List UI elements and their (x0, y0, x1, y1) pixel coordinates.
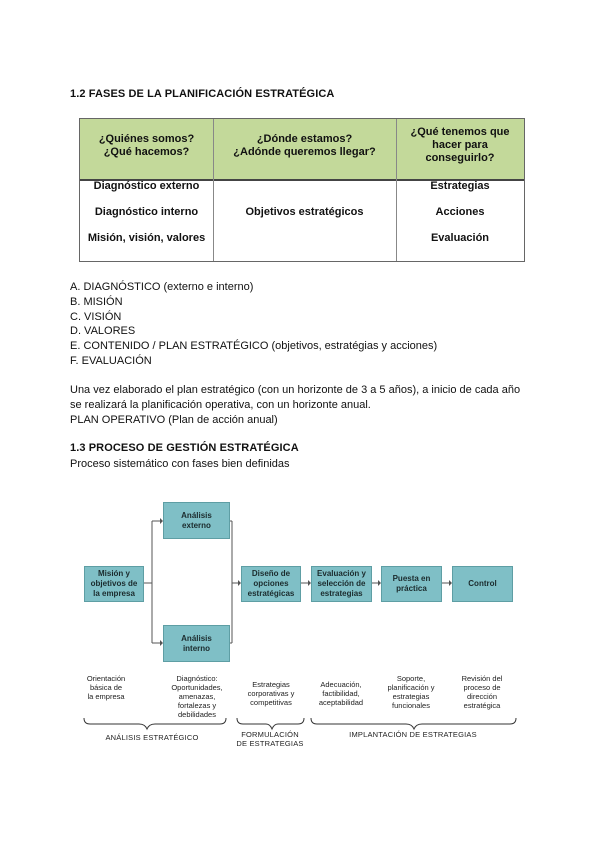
section-subtitle: Proceso sistemático con fases bien definidas (70, 458, 290, 470)
cell-objetivos: Objetivos estratégicos (245, 206, 364, 218)
cell-evaluacion: Evaluación (430, 232, 490, 244)
paragraph-line: Una vez elaborado el plan estratégico (con un horizonte de 3 a 5 años), a inicio de cada año (70, 384, 521, 396)
box-puesta-en-practica: Puesta en práctica (381, 566, 442, 602)
phase-implantacion: IMPLANTACIÓN DE ESTRATEGIAS (349, 730, 477, 739)
note-orientacion: Orientación básica de la empresa (86, 674, 126, 701)
section-title-proceso: 1.3 PROCESO DE GESTIÓN ESTRATÉGICA (70, 442, 299, 454)
note-soporte: Soporte, planificación y estrategias funcionales (387, 674, 435, 710)
box-control: Control (452, 566, 513, 602)
list-item: E. CONTENIDO / PLAN ESTRATÉGICO (objetivos, estratégias y acciones) (70, 340, 438, 352)
note-diagnostico: Diagnóstico: Oportunidades, amenazas, fortalezas y debilidades (171, 674, 223, 719)
note-estrategias: Estrategias corporativas y competitivas (247, 680, 295, 707)
phase-analisis: ANÁLISIS ESTRATÉGICO (105, 733, 199, 742)
cell-acciones: Acciones (435, 206, 485, 218)
note-adecuacion: Adecuación, factibilidad, aceptabilidad (318, 680, 364, 707)
process-diagram (70, 490, 530, 775)
header-where: ¿Dónde estamos? ¿Adónde queremos llegar? (233, 133, 376, 158)
box-evaluacion-seleccion: Evaluación y selección de estrategias (311, 566, 372, 602)
header-what: ¿Qué tenemos que hacer para conseguirlo? (410, 126, 510, 164)
header-who: ¿Quiénes somos? ¿Qué hacemos? (98, 133, 195, 158)
phase-formulacion: FORMULACIÓN DE ESTRATEGIAS (236, 730, 304, 748)
paragraph-line: se realizará la planificación operativa, con un horizonte anual. (70, 399, 371, 411)
section-title-fases: 1.2 FASES DE LA PLANIFICACIÓN ESTRATÉGICA (70, 88, 335, 100)
box-analisis-externo: Análisis externo (163, 502, 230, 539)
cell-estrategias: Estrategias (430, 180, 490, 192)
box-mision: Misión y objetivos de la empresa (84, 566, 144, 602)
cell-diagnostico-interno: Diagnóstico interno (94, 206, 199, 218)
box-diseno: Diseño de opciones estratégicas (241, 566, 301, 602)
phases-table (79, 118, 525, 262)
list-item: B. MISIÓN (70, 296, 123, 308)
list-item: F. EVALUACIÓN (70, 355, 152, 367)
box-analisis-interno: Análisis interno (163, 625, 230, 662)
paragraph-line: PLAN OPERATIVO (Plan de acción anual) (70, 414, 278, 426)
cell-mision-vision: Misión, visión, valores (87, 232, 206, 244)
cell-diagnostico-externo: Diagnóstico externo (93, 180, 200, 192)
list-item: C. VISIÓN (70, 311, 122, 323)
note-revision: Revisión del proceso de dirección estratégica (461, 674, 503, 710)
list-item: A. DIAGNÓSTICO (externo e interno) (70, 281, 254, 293)
list-item: D. VALORES (70, 325, 136, 337)
